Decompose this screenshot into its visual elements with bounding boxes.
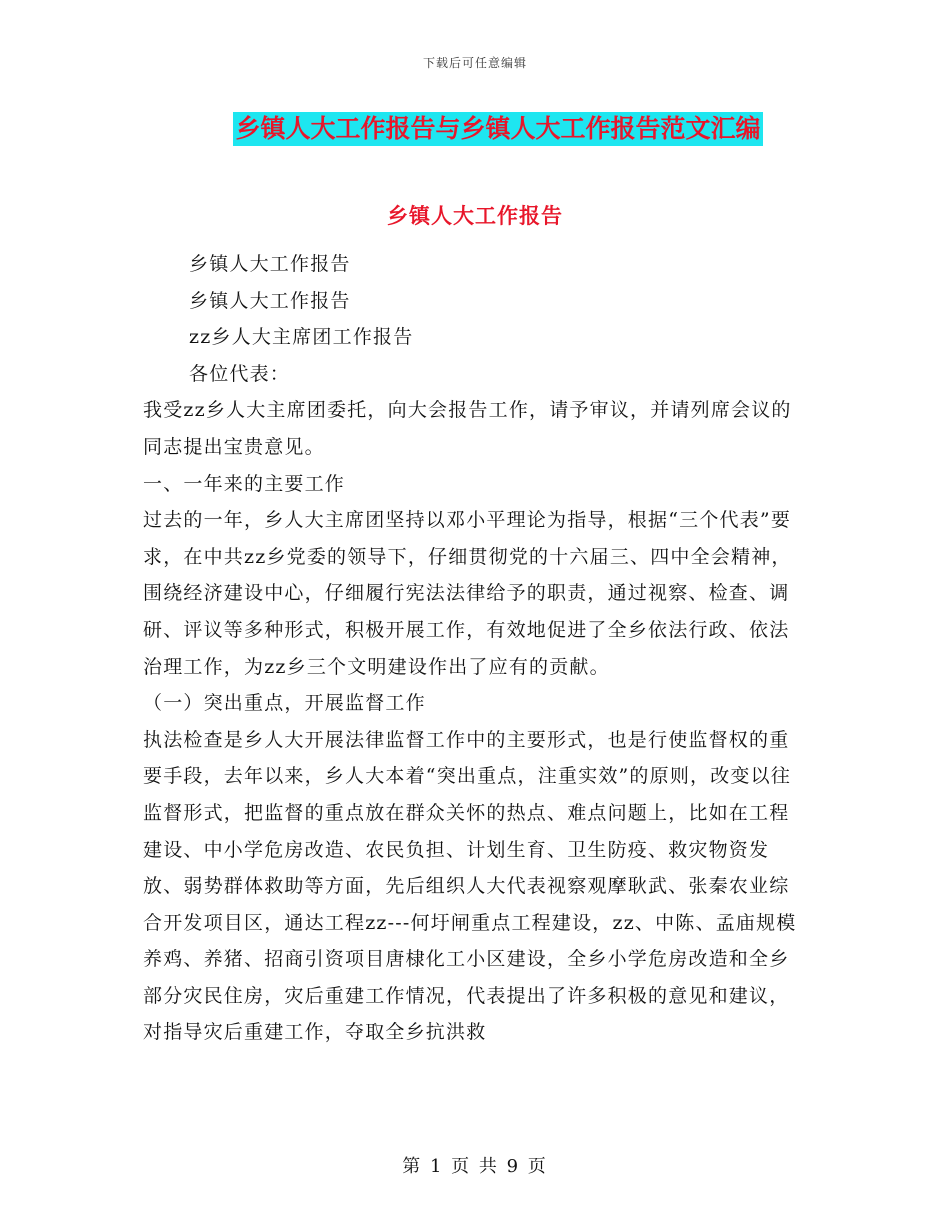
heading-level-1: 一、一年来的主要工作 bbox=[143, 472, 346, 495]
paragraph: 执法检查是乡人大开展法律监督工作中的主要形式，也是行使监督权的重要手段，去年以来，乡人大本着“突出重点，注重实效”的原则，改变以往监督形式，把监督的重点放在群众关怀的热点、难点问题上，比如在工程建设、中小学危房改造、农民负担、计划生育、卫生防疫、救灾物资发放、弱势群体救助等方面，先后组织人大代表视察观摩耿武、张秦农业综合开发项目区，通达工程zz---何圩闸重点工程建设，zz、中陈、孟庙规模养鸡、养猪、招商引资项目唐棣化工小区建设，全乡小学危房改造和全乡部分灾民住房，灾后重建工作情况，代表提出了许多积极的意见和建议，对指导灾后重建工作，夺取全乡抗洪救 bbox=[143, 728, 797, 1044]
document-title-container bbox=[0, 112, 950, 146]
paragraph: 乡镇人大工作报告 bbox=[189, 289, 351, 312]
paragraph: 过去的一年，乡人大主席团坚持以邓小平理论为指导，根据“三个代表”要求，在中共zz乡党委的领导下，仔细贯彻党的十六届三、四中全会精神，围绕经济建设中心，仔细履行宪法法律给予的职责，通过视察、检查、调研、评议等多种形式，积极开展工作，有效地促进了全乡依法行政、依法治理工作，为zz乡三个文明建设作出了应有的贡献。 bbox=[143, 509, 792, 678]
heading-level-2: （一）突出重点，开展监督工作 bbox=[143, 692, 426, 715]
paragraph: 乡镇人大工作报告 bbox=[189, 253, 351, 275]
document-body bbox=[143, 246, 808, 1051]
header-note: 下载后可任意编辑 bbox=[422, 56, 527, 70]
paragraph: zz乡人大主席团工作报告 bbox=[189, 326, 414, 349]
salutation: 各位代表： bbox=[189, 362, 291, 385]
paragraph: 我受zz乡人大主席团委托，向大会报告工作，请予审议，并请列席会议的同志提出宝贵意见。 bbox=[143, 399, 792, 458]
page-footer: 第 1 页 共 9 页 bbox=[402, 1156, 548, 1177]
section-title: 乡镇人大工作报告 bbox=[387, 203, 563, 228]
document-title: 乡镇人大工作报告与乡镇人大工作报告范文汇编 bbox=[233, 112, 762, 146]
